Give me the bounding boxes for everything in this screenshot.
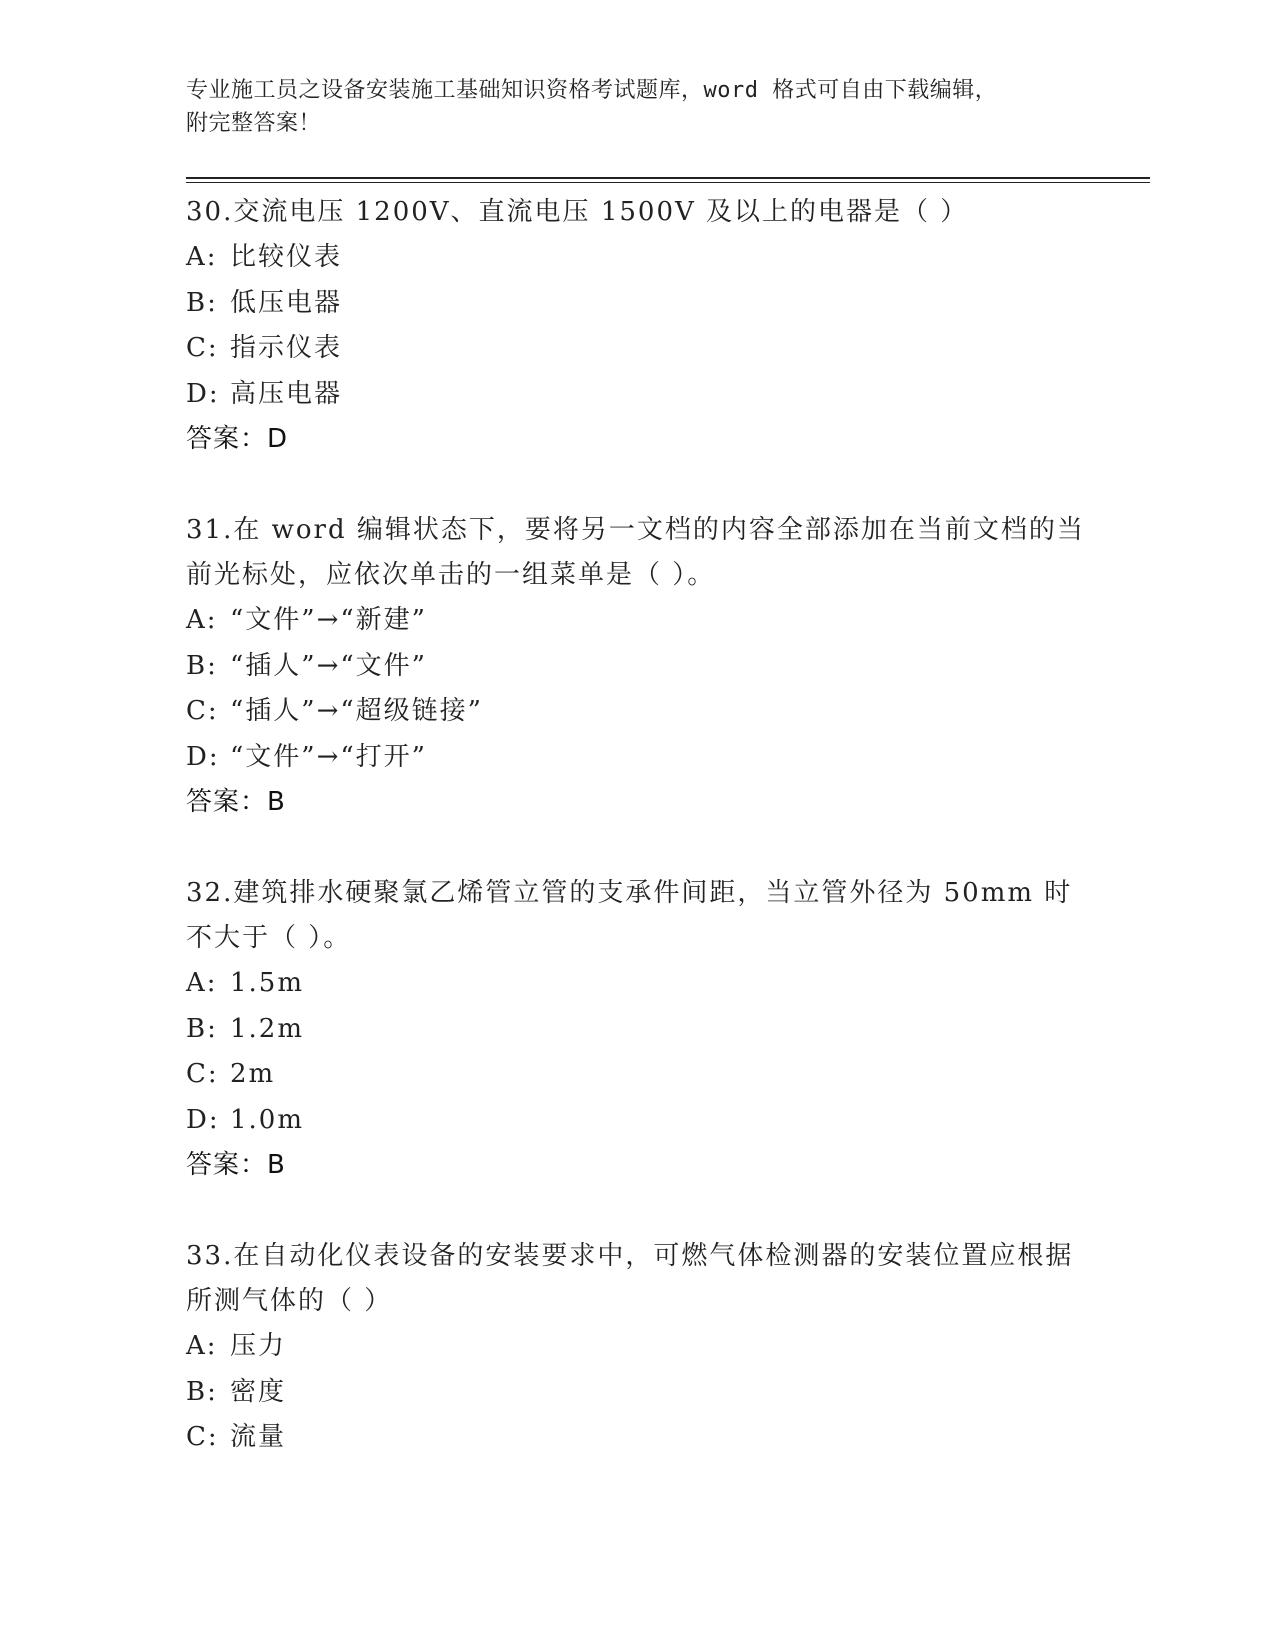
question-text: 33.在自动化仪表设备的安装要求中，可燃气体检测器的安装位置应根据所测气体的（ ） <box>186 1241 1074 1316</box>
header-rule-top <box>186 177 1150 179</box>
question-text: 32.建筑排水硬聚氯乙烯管立管的支承件间距，当立管外径为 50mm 时不大于（ ）。 <box>186 878 1073 953</box>
question-text: 31.在 word 编辑状态下，要将另一文档的内容全部添加在当前文档的当前光标处，应依次单击的一组菜单是（ ）。 <box>186 515 1085 590</box>
option-text: 指示仪表 <box>230 333 343 363</box>
option-c <box>186 1052 1086 1098</box>
option-b <box>186 644 1086 690</box>
option-key: A: <box>186 242 218 272</box>
option-c <box>186 326 1086 372</box>
question-list <box>186 190 1086 1507</box>
option-key: B: <box>186 1376 218 1407</box>
option-key: B: <box>186 650 218 681</box>
option-d <box>186 735 1086 781</box>
option-b <box>186 281 1086 327</box>
option-c <box>186 689 1086 735</box>
answer-line: 答案：D <box>186 424 289 454</box>
option-text: 密度 <box>230 1376 287 1407</box>
option-key: C: <box>186 333 219 363</box>
option-text: 低压电器 <box>230 287 343 318</box>
question-item <box>186 871 1086 1188</box>
option-b <box>186 1370 1086 1416</box>
option-text: “文件”→“新建” <box>230 605 427 635</box>
option-a <box>186 961 1086 1007</box>
option-key: D: <box>186 741 220 772</box>
answer-line: 答案：B <box>186 1150 286 1180</box>
header-line-2: 附完整答案！ <box>186 111 322 136</box>
option-key: A: <box>186 968 218 998</box>
question-text: 30.交流电压 1200V、直流电压 1500V 及以上的电器是（ ） <box>186 197 969 227</box>
option-c <box>186 1415 1086 1461</box>
option-text: “插人”→“文件” <box>230 650 427 681</box>
option-key: B: <box>186 287 218 318</box>
header-rule-bottom <box>186 182 1150 183</box>
question-item <box>186 1234 1086 1461</box>
option-text: “插人”→“超级链接” <box>230 696 483 726</box>
option-a <box>186 598 1086 644</box>
option-text: 流量 <box>230 1422 287 1452</box>
option-text: 1.0m <box>230 1104 305 1135</box>
option-key: C: <box>186 1422 219 1452</box>
option-text: 1.2m <box>230 1013 305 1044</box>
option-text: 比较仪表 <box>230 242 343 272</box>
option-key: D: <box>186 378 220 409</box>
option-text: 1.5m <box>230 968 305 998</box>
option-key: A: <box>186 605 218 635</box>
option-b <box>186 1007 1086 1053</box>
answer-line: 答案：B <box>186 787 286 817</box>
question-item <box>186 190 1086 462</box>
header-line-1: 专业施工员之设备安装施工基础知识资格考试题库，word 格式可自由下载编辑， <box>186 78 998 103</box>
option-text: 压力 <box>230 1331 287 1361</box>
option-text: “文件”→“打开” <box>230 741 427 772</box>
option-key: C: <box>186 696 219 726</box>
option-d <box>186 1098 1086 1144</box>
question-item <box>186 508 1086 825</box>
option-a <box>186 235 1086 281</box>
option-key: D: <box>186 1104 220 1135</box>
option-key: A: <box>186 1331 218 1361</box>
option-d <box>186 372 1086 418</box>
option-a <box>186 1324 1086 1370</box>
option-text: 高压电器 <box>230 378 343 409</box>
document-header <box>186 74 1066 140</box>
option-text: 2m <box>230 1059 276 1089</box>
option-key: C: <box>186 1059 219 1089</box>
option-key: B: <box>186 1013 218 1044</box>
